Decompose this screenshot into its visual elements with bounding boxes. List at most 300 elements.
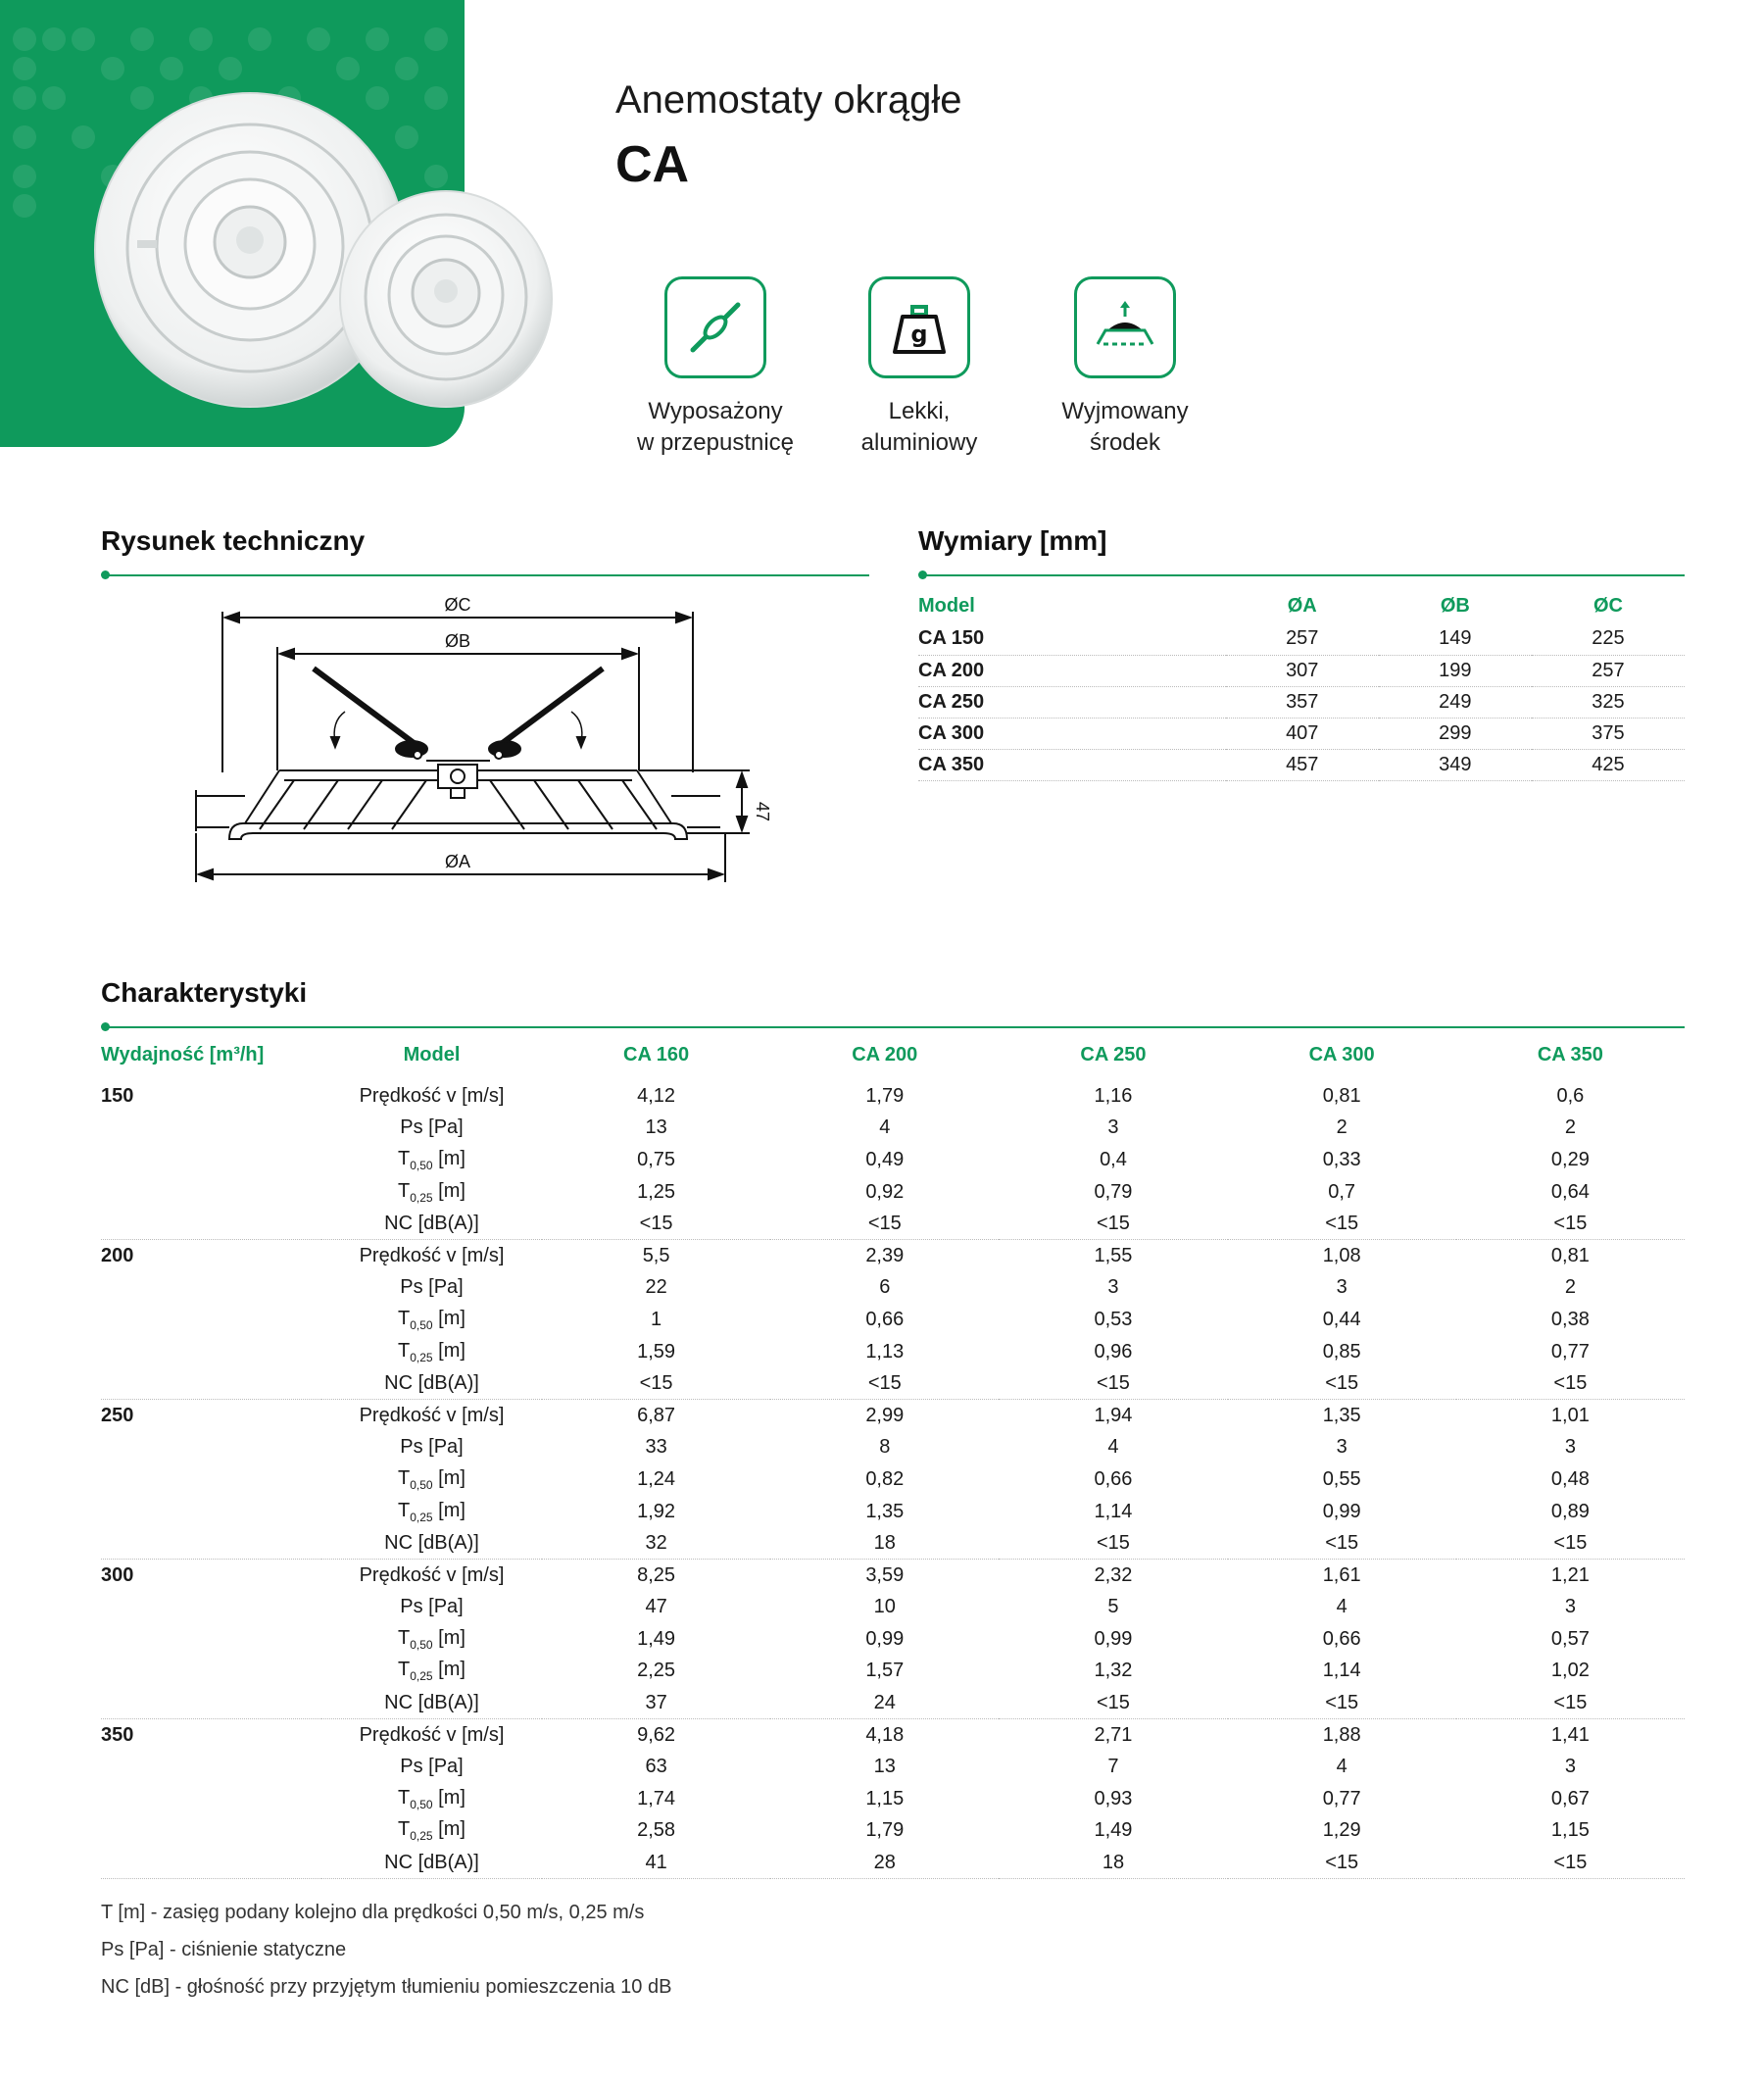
value-cell: <15 — [999, 1367, 1227, 1400]
feature-damper — [617, 276, 813, 459]
characteristics-row — [101, 1304, 1685, 1336]
value-cell: 22 — [645, 1276, 667, 1299]
value-cell: 1,15 — [1550, 1819, 1590, 1842]
feature-lightweight-line1: Lekki, — [888, 398, 951, 424]
dimension-label-b: ØB — [444, 631, 471, 651]
value-cell: 5 — [1107, 1596, 1119, 1618]
note-range: T [m] - zasięg podany kolejno dla prędkości 0,50 m/s, 0,25 m/s — [101, 1902, 645, 1923]
value-cell: 2 — [1564, 1116, 1576, 1139]
flow-rate-cell — [101, 1272, 321, 1305]
flow-rate-cell: 200 — [101, 1245, 134, 1267]
dimensions-header-a: ØA — [1287, 594, 1317, 617]
weight-glyph: g — [910, 321, 928, 348]
value-cell: 13 — [645, 1116, 667, 1139]
value-cell: 1,01 — [1550, 1404, 1590, 1426]
flow-rate-cell — [101, 1783, 321, 1815]
parameter-name: Ps [Pa] — [400, 1756, 464, 1778]
parameter-name: T — [398, 1659, 411, 1681]
value-cell: 4 — [1336, 1756, 1348, 1778]
flow-rate-cell — [101, 1367, 321, 1400]
characteristics-row — [101, 1208, 1685, 1240]
characteristics-header-row — [101, 1037, 1685, 1072]
parameter-name: T — [398, 1786, 411, 1809]
value-cell: 1,94 — [1094, 1404, 1133, 1426]
characteristics-header-model: Model — [403, 1043, 461, 1066]
parameter-subscript: 0,50 — [410, 1637, 433, 1652]
value-cell: 4 — [1336, 1596, 1348, 1618]
parameter-unit: [m] — [432, 1818, 466, 1841]
dimensions-value-cell: 307 — [1226, 655, 1379, 686]
parameter-name: T — [398, 1499, 411, 1521]
parameter-subscript: 0,25 — [410, 1669, 433, 1684]
value-cell: 4 — [879, 1116, 891, 1139]
parameter-name: T — [398, 1626, 411, 1649]
parameter-subscript: 0,50 — [410, 1317, 433, 1332]
parameter-label — [321, 1719, 542, 1752]
characteristics-row — [101, 1144, 1685, 1176]
value-cell: 3 — [1107, 1116, 1119, 1139]
parameter-name: Prędkość v [m/s] — [359, 1563, 505, 1586]
characteristics-header-ca200: CA 200 — [852, 1043, 918, 1066]
parameter-name: Prędkość v [m/s] — [359, 1084, 505, 1107]
value-cell: 41 — [542, 1847, 770, 1879]
value-cell: 0,44 — [1322, 1308, 1361, 1330]
value-cell: 0,93 — [1094, 1787, 1133, 1809]
weight-icon — [868, 276, 970, 378]
value-cell: 2,32 — [1094, 1563, 1133, 1586]
value-cell: <15 — [1228, 1527, 1456, 1560]
value-cell: <15 — [999, 1208, 1227, 1240]
characteristics-row — [101, 1367, 1685, 1400]
characteristics-row — [101, 1783, 1685, 1815]
value-cell: 1,49 — [637, 1627, 676, 1650]
flow-rate-cell — [101, 1208, 321, 1240]
parameter-label — [321, 1623, 542, 1656]
characteristics-table — [101, 1037, 1685, 1879]
parameter-label — [321, 1815, 542, 1848]
value-cell: 0,66 — [865, 1308, 905, 1330]
value-cell: 0,57 — [1550, 1627, 1590, 1650]
value-cell: 7 — [1107, 1756, 1119, 1778]
value-cell: <15 — [1456, 1208, 1685, 1240]
dimensions-value-cell: 407 — [1226, 718, 1379, 749]
parameter-label — [321, 1240, 542, 1272]
parameter-label — [321, 1751, 542, 1783]
value-cell: 0,77 — [1322, 1787, 1361, 1809]
characteristics-row — [101, 1272, 1685, 1305]
characteristics-row — [101, 1113, 1685, 1145]
characteristics-row — [101, 1400, 1685, 1432]
parameter-name: NC [dB(A)] — [384, 1212, 479, 1234]
parameter-name: T — [398, 1339, 411, 1362]
value-cell: <15 — [1456, 1687, 1685, 1719]
flow-rate-cell — [101, 1687, 321, 1719]
value-cell: 24 — [770, 1687, 999, 1719]
parameter-name: NC [dB(A)] — [384, 1371, 479, 1394]
value-cell: 4 — [1107, 1436, 1119, 1459]
dimensions-value-cell: 257 — [1532, 655, 1685, 686]
dimensions-model-cell: CA 150 — [918, 623, 1226, 655]
value-cell: 3 — [1564, 1596, 1576, 1618]
value-cell: 8,25 — [637, 1563, 676, 1586]
parameter-name: T — [398, 1147, 411, 1169]
parameter-label — [321, 1527, 542, 1560]
value-cell: 0,66 — [1322, 1627, 1361, 1650]
dimensions-value-cell: 357 — [1226, 686, 1379, 718]
value-cell: 28 — [770, 1847, 999, 1879]
characteristics-table-body — [101, 1072, 1685, 1879]
value-cell: 0,7 — [1328, 1180, 1356, 1203]
parameter-label — [321, 1367, 542, 1400]
value-cell: <15 — [770, 1367, 999, 1400]
value-cell: 1,32 — [1094, 1660, 1133, 1682]
characteristics-row — [101, 1592, 1685, 1624]
dimension-label-a: ØA — [444, 852, 471, 871]
dimensions-value-cell: 199 — [1379, 655, 1532, 686]
parameter-label — [321, 1400, 542, 1432]
dimensions-value-cell: 349 — [1379, 749, 1532, 780]
value-cell: 0,99 — [1094, 1627, 1133, 1650]
parameter-label — [321, 1496, 542, 1528]
characteristics-header-ca250: CA 250 — [1080, 1043, 1147, 1066]
parameter-name: Prędkość v [m/s] — [359, 1245, 505, 1267]
product-code: CA — [615, 136, 690, 193]
value-cell: 1,59 — [637, 1340, 676, 1363]
section-divider-drawing — [103, 574, 869, 576]
value-cell: 1,08 — [1322, 1245, 1361, 1267]
characteristics-row — [101, 1080, 1685, 1113]
flow-rate-cell — [101, 1496, 321, 1528]
value-cell: 37 — [542, 1687, 770, 1719]
parameter-label — [321, 1656, 542, 1688]
flow-rate-cell: 300 — [101, 1563, 134, 1586]
characteristics-header-ca160: CA 160 — [623, 1043, 690, 1066]
value-cell: 63 — [645, 1756, 667, 1778]
value-cell: 6 — [879, 1276, 891, 1299]
value-cell: 18 — [770, 1527, 999, 1560]
value-cell: 13 — [873, 1756, 896, 1778]
dimensions-value-cell: 225 — [1532, 623, 1685, 655]
value-cell: 0,55 — [1322, 1467, 1361, 1490]
value-cell: 0,67 — [1550, 1787, 1590, 1809]
characteristics-header-ca350: CA 350 — [1537, 1043, 1603, 1066]
value-cell: 2 — [1336, 1116, 1348, 1139]
value-cell: 1,02 — [1550, 1660, 1590, 1682]
technical-drawing — [157, 588, 823, 902]
flow-rate-cell — [101, 1432, 321, 1464]
dimensions-model-cell: CA 350 — [918, 749, 1226, 780]
dimensions-model-cell: CA 300 — [918, 718, 1226, 749]
value-cell: <15 — [1456, 1847, 1685, 1879]
dimension-label-c: ØC — [444, 595, 471, 615]
feature-lightweight — [821, 276, 1017, 459]
product-title: Anemostaty okrągłe — [615, 78, 962, 122]
parameter-label — [321, 1783, 542, 1815]
value-cell: 3 — [1564, 1756, 1576, 1778]
parameter-label — [321, 1687, 542, 1719]
characteristics-row — [101, 1527, 1685, 1560]
parameter-label — [321, 1463, 542, 1496]
dimensions-row — [918, 718, 1685, 749]
value-cell: 2,58 — [637, 1819, 676, 1842]
dimensions-row — [918, 749, 1685, 780]
parameter-subscript: 0,50 — [410, 1477, 433, 1492]
value-cell: 0,85 — [1322, 1340, 1361, 1363]
value-cell: 1,79 — [865, 1819, 905, 1842]
parameter-unit: [m] — [432, 1786, 466, 1809]
value-cell: 4,12 — [637, 1084, 676, 1107]
parameter-name: Prędkość v [m/s] — [359, 1404, 505, 1426]
parameter-unit: [m] — [432, 1179, 466, 1202]
value-cell: 0,81 — [1550, 1245, 1590, 1267]
parameter-label — [321, 1272, 542, 1305]
value-cell: 2,25 — [637, 1660, 676, 1682]
dimensions-row — [918, 623, 1685, 655]
value-cell: 8 — [879, 1436, 891, 1459]
value-cell: <15 — [999, 1687, 1227, 1719]
value-cell: 1,57 — [865, 1660, 905, 1682]
flow-rate-cell — [101, 1751, 321, 1783]
feature-removable-core-line2: środek — [1089, 429, 1161, 456]
spacer-row — [101, 1072, 1685, 1080]
value-cell: 1,15 — [865, 1787, 905, 1809]
value-cell: 1,88 — [1322, 1723, 1361, 1746]
value-cell: 33 — [645, 1436, 667, 1459]
parameter-unit: [m] — [432, 1307, 466, 1329]
dimension-label-height: 47 — [753, 802, 772, 822]
value-cell: <15 — [770, 1208, 999, 1240]
value-cell: 0,66 — [1094, 1467, 1133, 1490]
value-cell: 0,81 — [1322, 1084, 1361, 1107]
parameter-name: NC [dB(A)] — [384, 1531, 479, 1554]
flow-rate-cell — [101, 1815, 321, 1848]
value-cell: 1,35 — [1322, 1404, 1361, 1426]
value-cell: 2,99 — [865, 1404, 905, 1426]
flow-rate-cell — [101, 1656, 321, 1688]
characteristics-row — [101, 1240, 1685, 1272]
value-cell: 0,64 — [1550, 1180, 1590, 1203]
parameter-unit: [m] — [432, 1499, 466, 1521]
characteristics-row — [101, 1687, 1685, 1719]
flow-rate-cell — [101, 1144, 321, 1176]
dimensions-header-model: Model — [918, 594, 975, 617]
value-cell: 0,53 — [1094, 1308, 1133, 1330]
parameter-name: Prędkość v [m/s] — [359, 1723, 505, 1746]
value-cell: 0,29 — [1550, 1148, 1590, 1170]
characteristics-header-ca300: CA 300 — [1308, 1043, 1375, 1066]
value-cell: 1 — [651, 1308, 662, 1330]
dimensions-table — [918, 588, 1685, 781]
dimensions-value-cell: 425 — [1532, 749, 1685, 780]
characteristics-header-flow: Wydajność [m³/h] — [101, 1043, 265, 1066]
damper-icon — [664, 276, 766, 378]
characteristics-row — [101, 1656, 1685, 1688]
dimensions-row — [918, 655, 1685, 686]
parameter-name: NC [dB(A)] — [384, 1691, 479, 1713]
characteristics-row — [101, 1623, 1685, 1656]
parameter-subscript: 0,50 — [410, 1797, 433, 1811]
dimensions-value-cell: 375 — [1532, 718, 1685, 749]
value-cell: 0,38 — [1550, 1308, 1590, 1330]
value-cell: 1,61 — [1322, 1563, 1361, 1586]
value-cell: 5,5 — [642, 1245, 670, 1267]
section-divider-dimensions — [920, 574, 1685, 576]
parameter-unit: [m] — [432, 1147, 466, 1169]
parameter-label — [321, 1847, 542, 1879]
parameter-label — [321, 1336, 542, 1368]
parameter-label — [321, 1592, 542, 1624]
parameter-name: Ps [Pa] — [400, 1436, 464, 1459]
value-cell: 1,14 — [1094, 1500, 1133, 1522]
parameter-name: NC [dB(A)] — [384, 1851, 479, 1873]
value-cell: 1,79 — [865, 1084, 905, 1107]
characteristics-row — [101, 1176, 1685, 1209]
flow-rate-cell — [101, 1336, 321, 1368]
flow-rate-cell: 150 — [101, 1084, 134, 1107]
section-divider-characteristics — [103, 1026, 1685, 1028]
characteristics-row — [101, 1719, 1685, 1752]
characteristics-row — [101, 1751, 1685, 1783]
value-cell: 1,16 — [1094, 1084, 1133, 1107]
value-cell: 47 — [645, 1596, 667, 1618]
section-title-drawing: Rysunek techniczny — [101, 525, 366, 556]
value-cell: 0,49 — [865, 1148, 905, 1170]
value-cell: <15 — [1228, 1847, 1456, 1879]
value-cell: 0,6 — [1556, 1084, 1585, 1107]
parameter-label — [321, 1144, 542, 1176]
parameter-subscript: 0,25 — [410, 1829, 433, 1844]
characteristics-row — [101, 1432, 1685, 1464]
parameter-subscript: 0,25 — [410, 1510, 433, 1524]
value-cell: 0,99 — [865, 1627, 905, 1650]
dimensions-value-cell: 257 — [1226, 623, 1379, 655]
value-cell: 0,82 — [865, 1467, 905, 1490]
section-title-dimensions: Wymiary [mm] — [918, 525, 1107, 556]
removable-core-icon — [1074, 276, 1176, 378]
parameter-name: T — [398, 1179, 411, 1202]
value-cell: 1,21 — [1550, 1563, 1590, 1586]
feature-lightweight-line2: aluminiowy — [860, 429, 978, 456]
value-cell: <15 — [1228, 1208, 1456, 1240]
value-cell: <15 — [1228, 1367, 1456, 1400]
value-cell: 1,35 — [865, 1500, 905, 1522]
value-cell: 0,48 — [1550, 1467, 1590, 1490]
parameter-label — [321, 1304, 542, 1336]
dimensions-table-body — [918, 623, 1685, 780]
dimensions-value-cell: 249 — [1379, 686, 1532, 718]
parameter-unit: [m] — [432, 1659, 466, 1681]
section-title-characteristics: Charakterystyki — [101, 977, 308, 1008]
value-cell: 1,29 — [1322, 1819, 1361, 1842]
parameter-name: Ps [Pa] — [400, 1596, 464, 1618]
value-cell: 32 — [542, 1527, 770, 1560]
value-cell: 1,92 — [637, 1500, 676, 1522]
value-cell: 9,62 — [637, 1723, 676, 1746]
dimensions-value-cell: 149 — [1379, 623, 1532, 655]
flow-rate-cell — [101, 1304, 321, 1336]
value-cell: 2 — [1564, 1276, 1576, 1299]
value-cell: 1,41 — [1550, 1723, 1590, 1746]
value-cell: 0,79 — [1094, 1180, 1133, 1203]
characteristics-row — [101, 1847, 1685, 1879]
value-cell: 0,4 — [1100, 1148, 1127, 1170]
parameter-subscript: 0,25 — [410, 1350, 433, 1364]
parameter-name: T — [398, 1818, 411, 1841]
value-cell: 3,59 — [865, 1563, 905, 1586]
value-cell: 2,71 — [1094, 1723, 1133, 1746]
spacer-cell — [101, 1072, 1685, 1080]
value-cell: 3 — [1336, 1436, 1348, 1459]
value-cell: 1,13 — [865, 1340, 905, 1363]
parameter-label — [321, 1432, 542, 1464]
value-cell: 1,55 — [1094, 1245, 1133, 1267]
feature-damper-line1: Wyposażony — [648, 398, 783, 424]
characteristics-row — [101, 1496, 1685, 1528]
value-cell: 1,49 — [1094, 1819, 1133, 1842]
value-cell: 0,33 — [1322, 1148, 1361, 1170]
dimensions-header-row — [918, 588, 1685, 623]
value-cell: 0,89 — [1550, 1500, 1590, 1522]
parameter-label — [321, 1560, 542, 1592]
value-cell: 3 — [1336, 1276, 1348, 1299]
flow-rate-cell — [101, 1113, 321, 1145]
value-cell: <15 — [1228, 1687, 1456, 1719]
parameter-unit: [m] — [432, 1626, 466, 1649]
value-cell: 0,75 — [637, 1148, 676, 1170]
feature-removable-core — [1027, 276, 1223, 459]
characteristics-row — [101, 1560, 1685, 1592]
value-cell: 18 — [999, 1847, 1227, 1879]
value-cell: 1,24 — [637, 1467, 676, 1490]
parameter-unit: [m] — [432, 1466, 466, 1489]
parameter-label — [321, 1113, 542, 1145]
feature-removable-core-line1: Wyjmowany — [1061, 398, 1189, 424]
flow-rate-cell — [101, 1623, 321, 1656]
value-cell: 1,14 — [1322, 1660, 1361, 1682]
value-cell: 0,92 — [865, 1180, 905, 1203]
flow-rate-cell: 350 — [101, 1723, 134, 1746]
parameter-unit: [m] — [432, 1339, 466, 1362]
parameter-subscript: 0,50 — [410, 1158, 433, 1172]
flow-rate-cell — [101, 1176, 321, 1209]
parameter-name: Ps [Pa] — [400, 1116, 464, 1139]
value-cell: <15 — [542, 1208, 770, 1240]
parameter-name: T — [398, 1307, 411, 1329]
dimensions-header-b: ØB — [1440, 594, 1470, 617]
value-cell: 3 — [1564, 1436, 1576, 1459]
flow-rate-cell — [101, 1847, 321, 1879]
value-cell: <15 — [542, 1367, 770, 1400]
dimensions-model-cell: CA 200 — [918, 655, 1226, 686]
value-cell: <15 — [999, 1527, 1227, 1560]
value-cell: <15 — [1456, 1367, 1685, 1400]
value-cell: 2,39 — [865, 1245, 905, 1267]
dimensions-header-c: ØC — [1592, 594, 1623, 617]
value-cell: 0,99 — [1322, 1500, 1361, 1522]
parameter-label — [321, 1176, 542, 1209]
value-cell: 6,87 — [637, 1404, 676, 1426]
parameter-subscript: 0,25 — [410, 1190, 433, 1205]
value-cell: 0,96 — [1094, 1340, 1133, 1363]
value-cell: 3 — [1107, 1276, 1119, 1299]
value-cell: 1,25 — [637, 1180, 676, 1203]
note-noise: NC [dB] - głośność przy przyjętym tłumieniu pomieszczenia 10 dB — [101, 1976, 672, 1998]
characteristics-row — [101, 1336, 1685, 1368]
dimensions-model-cell: CA 250 — [918, 686, 1226, 718]
characteristics-row — [101, 1463, 1685, 1496]
note-static-pressure: Ps [Pa] - ciśnienie statyczne — [101, 1939, 347, 1960]
flow-rate-cell: 250 — [101, 1404, 134, 1426]
